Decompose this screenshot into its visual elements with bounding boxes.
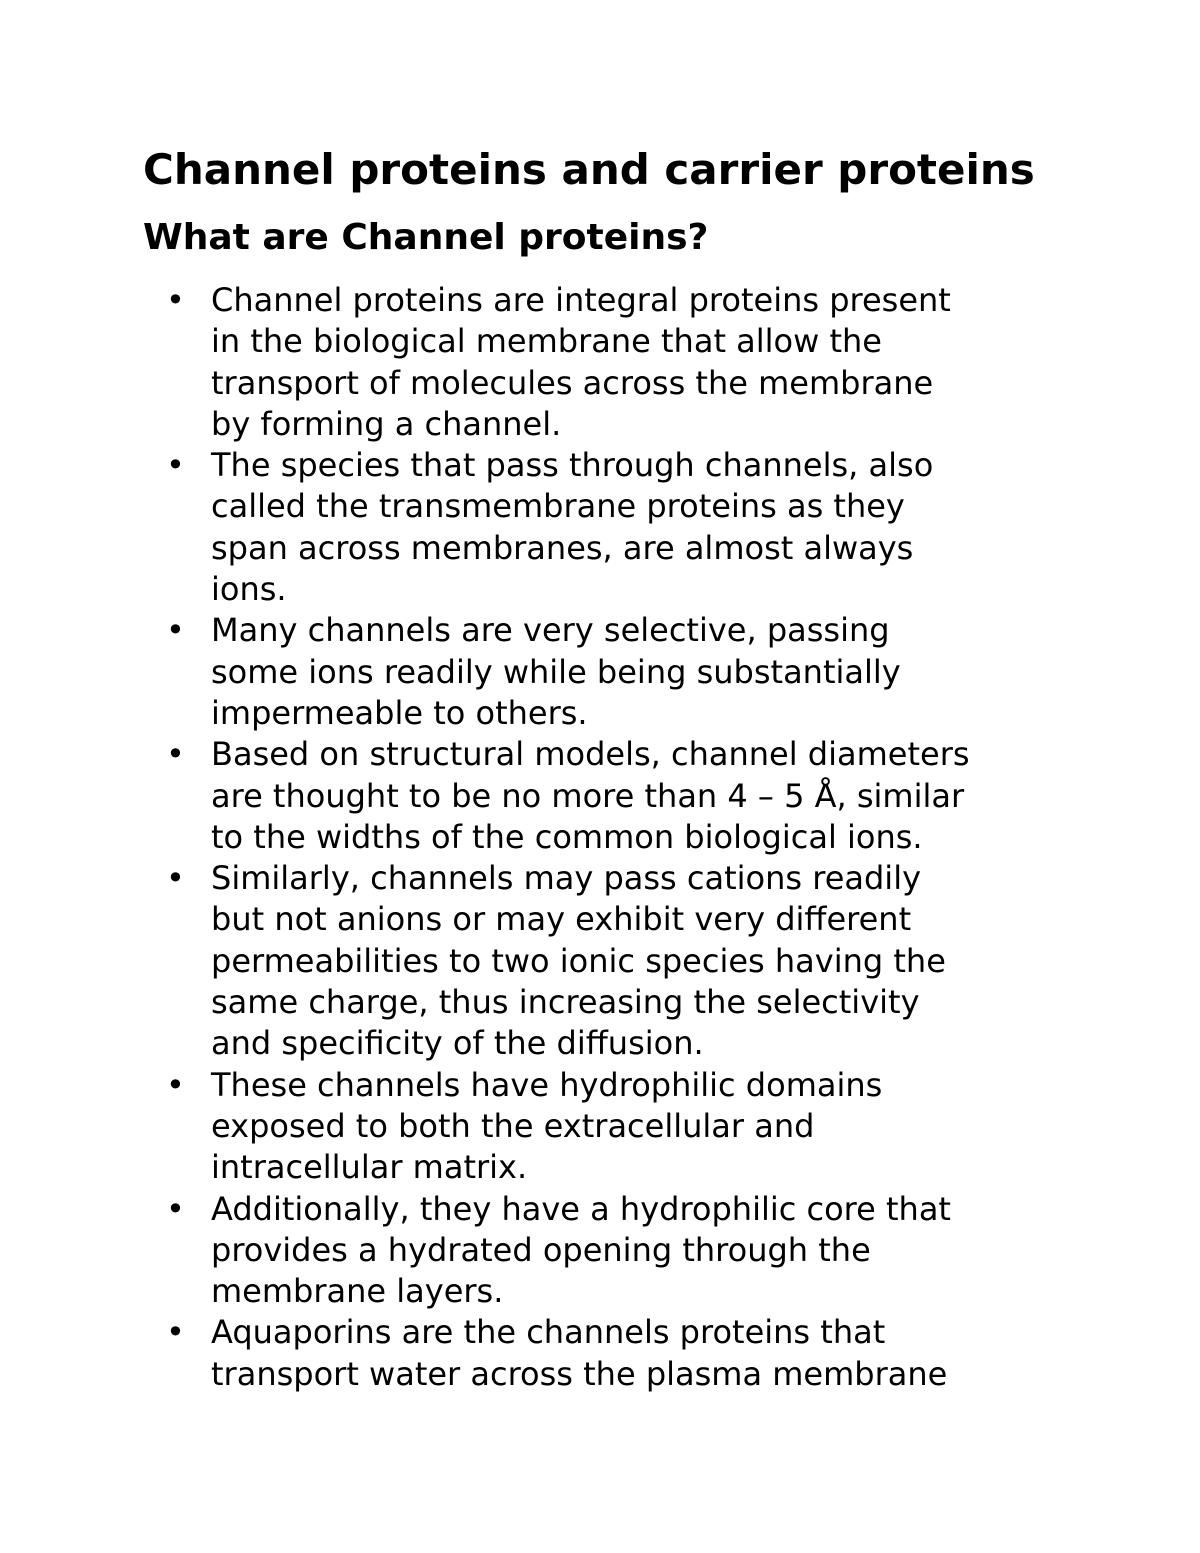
- bullet-text-line: to the widths of the common biological ions.: [211, 817, 923, 856]
- bullet-icon: •: [166, 735, 185, 774]
- bullet-list: [0, 280, 1200, 1395]
- bullet-text-line: transport of molecules across the membrane: [211, 363, 934, 402]
- bullet-text-line: membrane layers.: [211, 1272, 504, 1311]
- bullet-item: [0, 610, 1061, 734]
- bullet-item: [0, 1312, 1061, 1395]
- bullet-text-line: ions.: [211, 570, 287, 609]
- bullet-text-line: and specificity of the diffusion.: [211, 1024, 704, 1063]
- bullet-text-line: Channel proteins are integral proteins present: [211, 281, 951, 319]
- bullet-text-line: intracellular matrix.: [211, 1148, 528, 1187]
- bullet-text-line: Based on structural models, channel diameters: [211, 735, 970, 774]
- bullet-text-line: span across membranes, are almost always: [211, 528, 914, 567]
- bullet-icon: •: [166, 1065, 185, 1104]
- bullet-icon: •: [166, 1313, 185, 1352]
- section-heading: What are Channel proteins?: [143, 217, 709, 258]
- page-title: Channel proteins and carrier proteins: [143, 145, 1035, 194]
- bullet-text-line: but not anions or may exhibit very different: [211, 900, 912, 939]
- bullet-text-line: impermeable to others.: [211, 693, 588, 732]
- bullet-item: [0, 1065, 1061, 1189]
- bullet-text-line: same charge, thus increasing the selectivity: [211, 983, 920, 1022]
- bullet-text-line: provides a hydrated opening through the: [211, 1230, 871, 1269]
- bullet-item: [0, 858, 1061, 1064]
- bullet-text-line: Many channels are very selective, passing: [211, 611, 890, 650]
- bullet-icon: •: [166, 859, 185, 898]
- bullet-text-line: exposed to both the extracellular and: [211, 1106, 815, 1145]
- bullet-text-line: The species that pass through channels, also: [211, 446, 934, 485]
- bullet-text-line: some ions readily while being substantially: [211, 652, 901, 691]
- bullet-text-line: transport water across the plasma membrane: [211, 1354, 948, 1393]
- bullet-text-line: by forming a channel.: [211, 404, 562, 443]
- bullet-text-line: Aquaporins are the channels proteins that: [211, 1313, 886, 1352]
- bullet-icon: •: [166, 281, 185, 319]
- bullet-text-line: Similarly, channels may pass cations readily: [211, 859, 922, 898]
- bullet-text-line: permeabilities to two ionic species having the: [211, 941, 946, 980]
- bullet-item: [0, 1189, 1061, 1313]
- bullet-item: [0, 445, 1061, 610]
- bullet-icon: •: [166, 611, 185, 650]
- bullet-item: [0, 734, 1061, 858]
- bullet-text-line: These channels have hydrophilic domains: [211, 1065, 883, 1104]
- bullet-text-line: called the transmembrane proteins as they: [211, 487, 905, 526]
- bullet-item: [0, 280, 1061, 445]
- bullet-text-line: are thought to be no more than 4 – 5 Å, similar: [211, 776, 965, 815]
- bullet-text-line: in the biological membrane that allow the: [211, 322, 882, 361]
- bullet-text-line: Additionally, they have a hydrophilic core that: [211, 1189, 951, 1228]
- bullet-icon: •: [166, 446, 185, 485]
- bullet-icon: •: [166, 1189, 185, 1228]
